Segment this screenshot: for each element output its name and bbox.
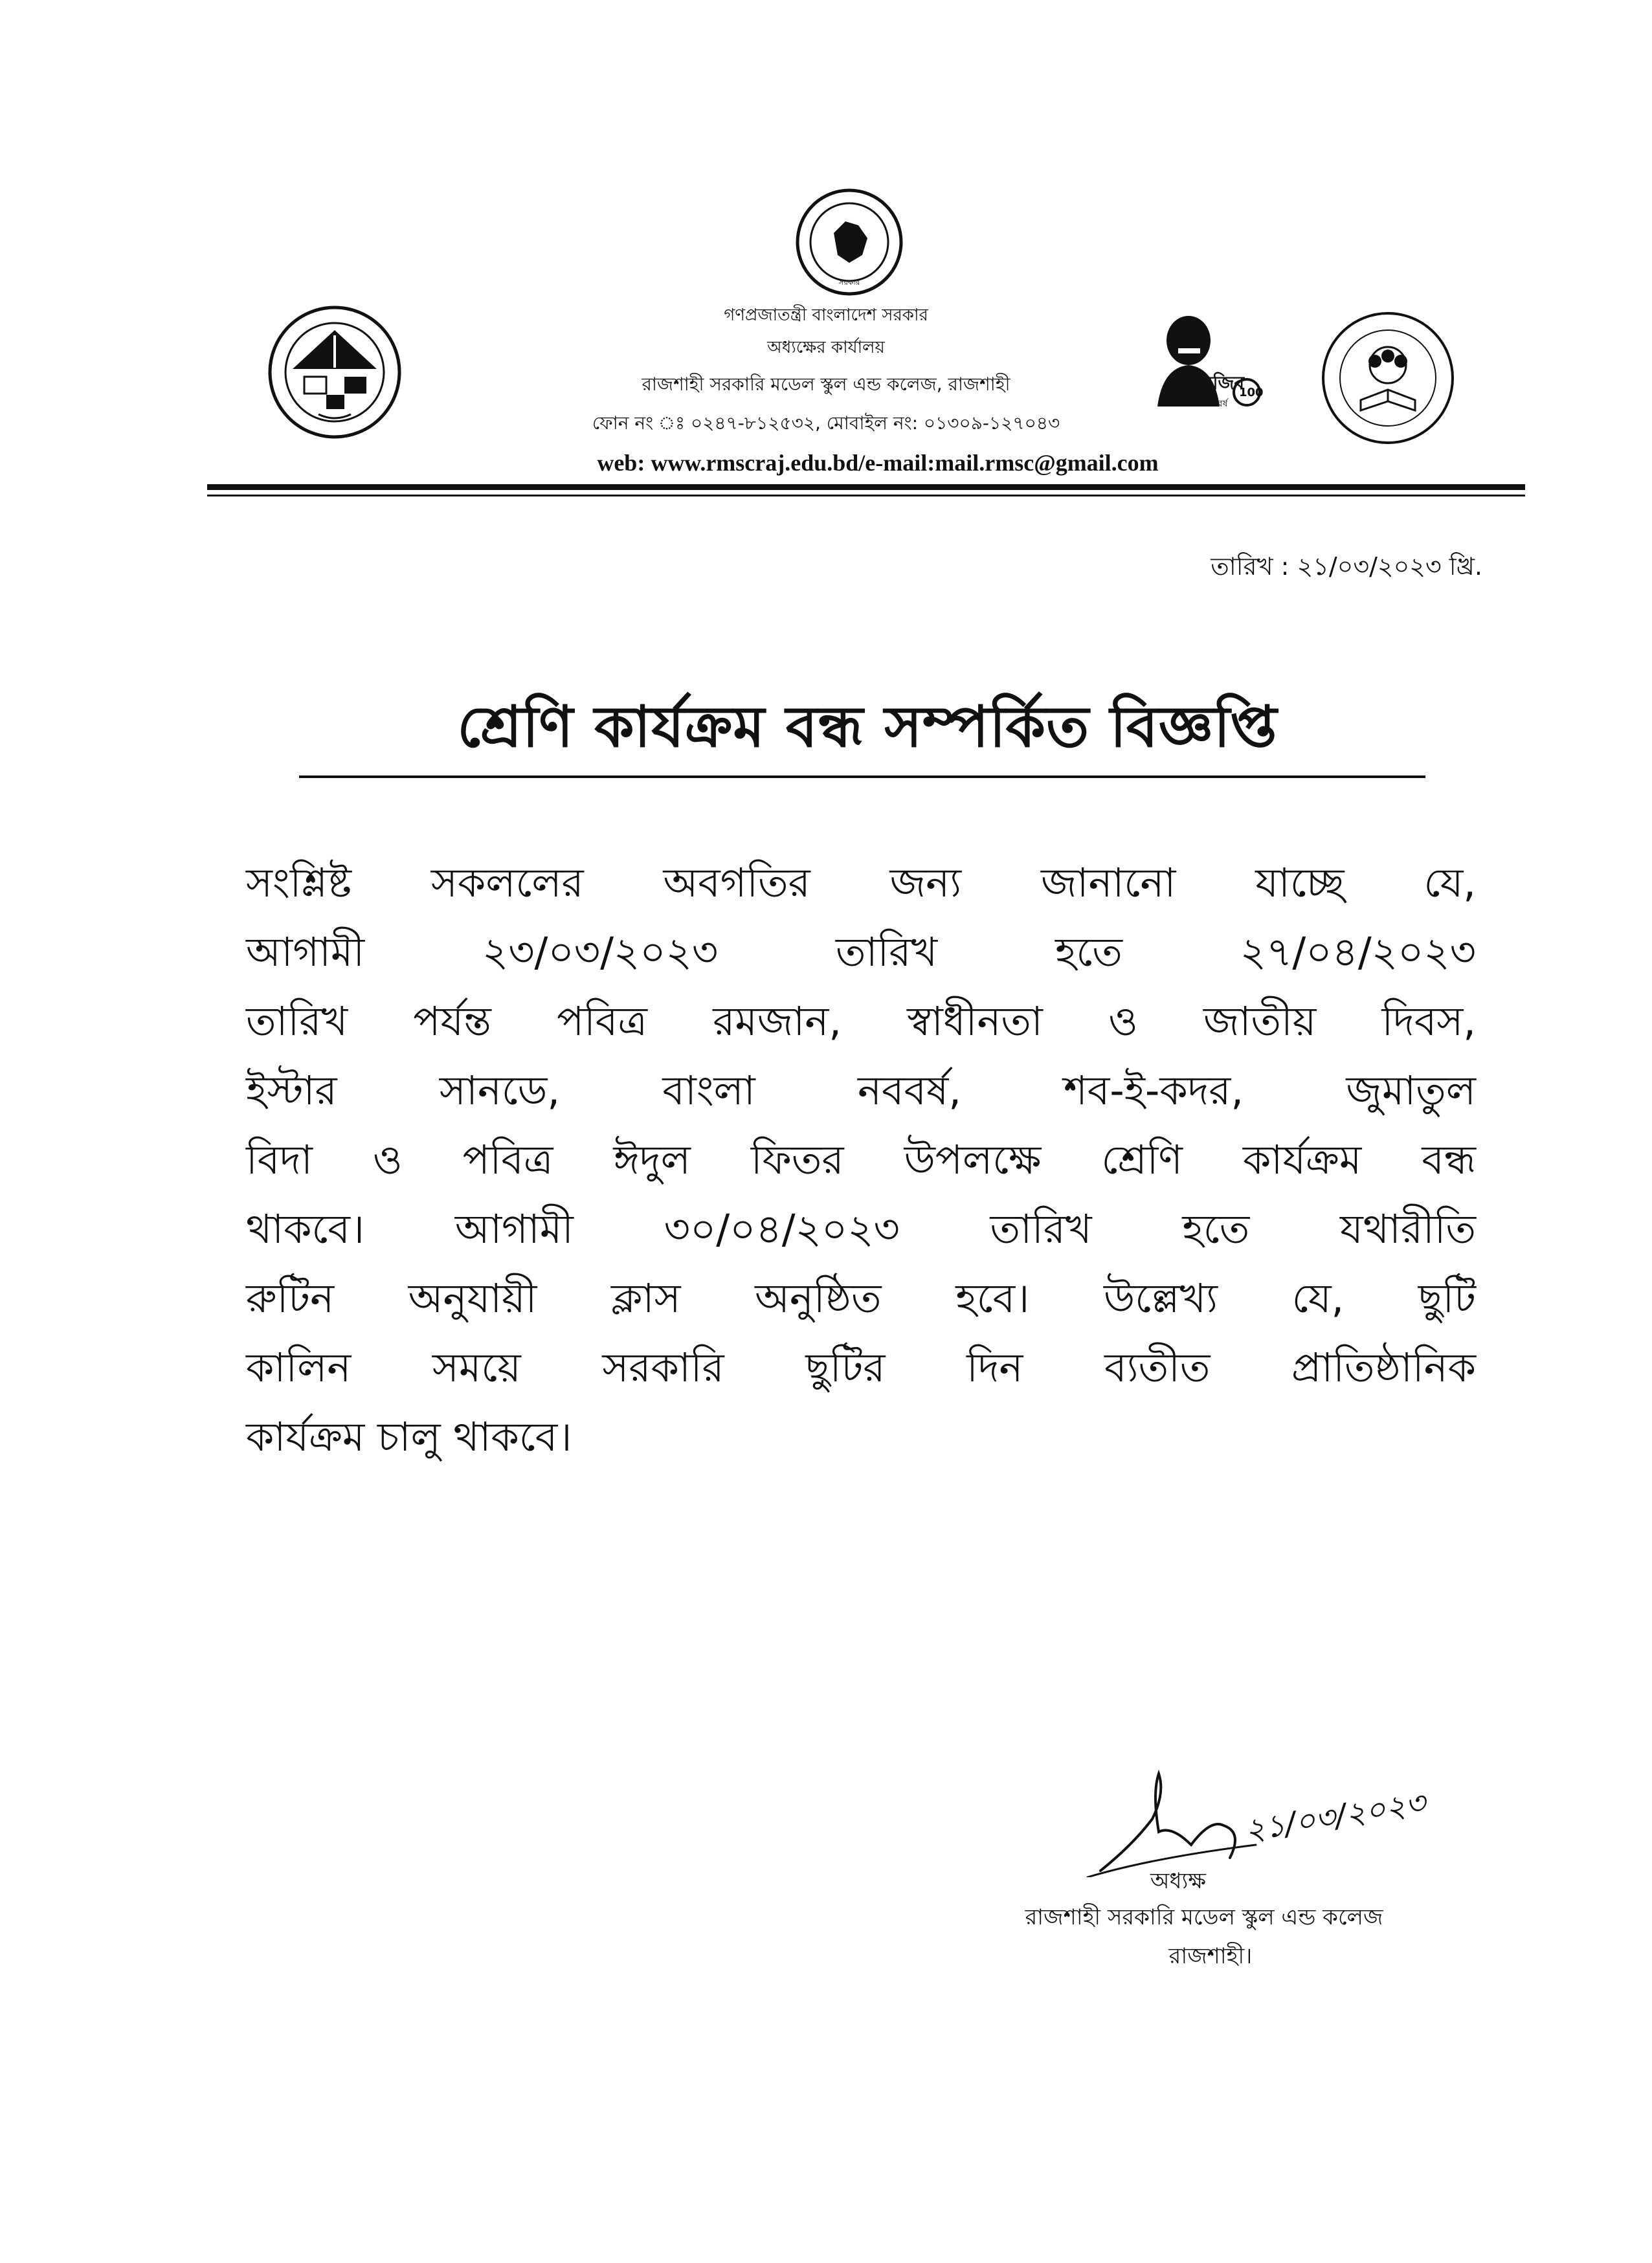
header-rule-thick [207,484,1525,490]
signatory-city: রাজশাহী। [1168,1943,1253,1969]
signatory-institution: রাজশাহী সরকারি মডেল স্কুল এন্ড কলেজ [1025,1904,1383,1930]
body-line: বিদা ও পবিত্র ঈদুল ফিতর উপলক্ষে শ্রেণি কার্যক্রম বন্ধ [246,1136,1476,1183]
body-line: থাকবে। আগামী ৩০/০৪/২০২৩ তারিখ হতে যথারীতি [246,1205,1476,1253]
header-office-name: অধ্যক্ষের কার্যালয় [767,338,885,357]
body-line: রুটিন অনুযায়ী ক্লাস অনুষ্ঠিত হবে। উল্লেখ্য যে, ছুটি [246,1275,1476,1322]
government-seal-logo [795,188,904,296]
body-line: সংশ্লিষ্ট সকললের অবগতির জন্য জানানো যাচ্ছে যে, [246,859,1476,906]
header-institution-name: রাজশাহী সরকারি মডেল স্কুল এন্ড কলেজ, রাজশাহী [642,373,1010,395]
signatory-designation: অধ্যক্ষ [1150,1868,1206,1894]
education-slogan-logo [1319,309,1457,447]
header-web-email: web: www.rmscraj.edu.bd/e-mail:mail.rmsc@gmail.com [597,450,1159,476]
mujib-logo-number: 100 [1239,386,1264,399]
body-line: আগামী ২৩/০৩/২০২৩ তারিখ হতে ২৭/০৪/২০২৩ [246,928,1476,975]
notice-title: শ্রেণি কার্যক্রম বন্ধ সম্পর্কিত বিজ্ঞপ্তি [457,693,1278,760]
body-line: কালিন সময়ে সরকারি ছুটির দিন ব্যতীত প্রাতিষ্ঠানিক [246,1344,1476,1391]
mujib-centenary-logo [1143,309,1266,419]
body-line: ইস্টার সানডে, বাংলা নববর্ষ, শব-ই-কদর, জুমাতুল [246,1067,1476,1114]
handwritten-date: ২১/০৩/২০২৩ [1242,1784,1429,1849]
header-rule-thin [207,495,1525,496]
body-line: তারিখ পর্যন্ত পবিত্র রমজান, স্বাধীনতা ও জাতীয় দিবস, [246,998,1476,1045]
mujib-logo-subtext: শতবর্ষ [1205,399,1228,409]
svg-text:সরকার: সরকার [838,278,860,287]
body-line: কার্যক্রম চালু থাকবে। [246,1413,572,1460]
title-underline [299,775,1425,778]
header-government-name: গণপ্রজাতন্ত্রী বাংলাদেশ সরকার [724,306,928,325]
mujib-logo-text: মুজিব [1203,372,1245,394]
notice-date: তারিখ : ২১/০৩/২০২৩ খ্রি. [1211,552,1482,581]
header-phone-line: ফোন নং ঃ ০২৪৭-৮১২৫৩২, মোবাইল নং: ০১৩০৯-১২৭০৪৩ [592,412,1060,434]
notice-body [246,848,1476,1471]
school-logo [267,304,403,440]
